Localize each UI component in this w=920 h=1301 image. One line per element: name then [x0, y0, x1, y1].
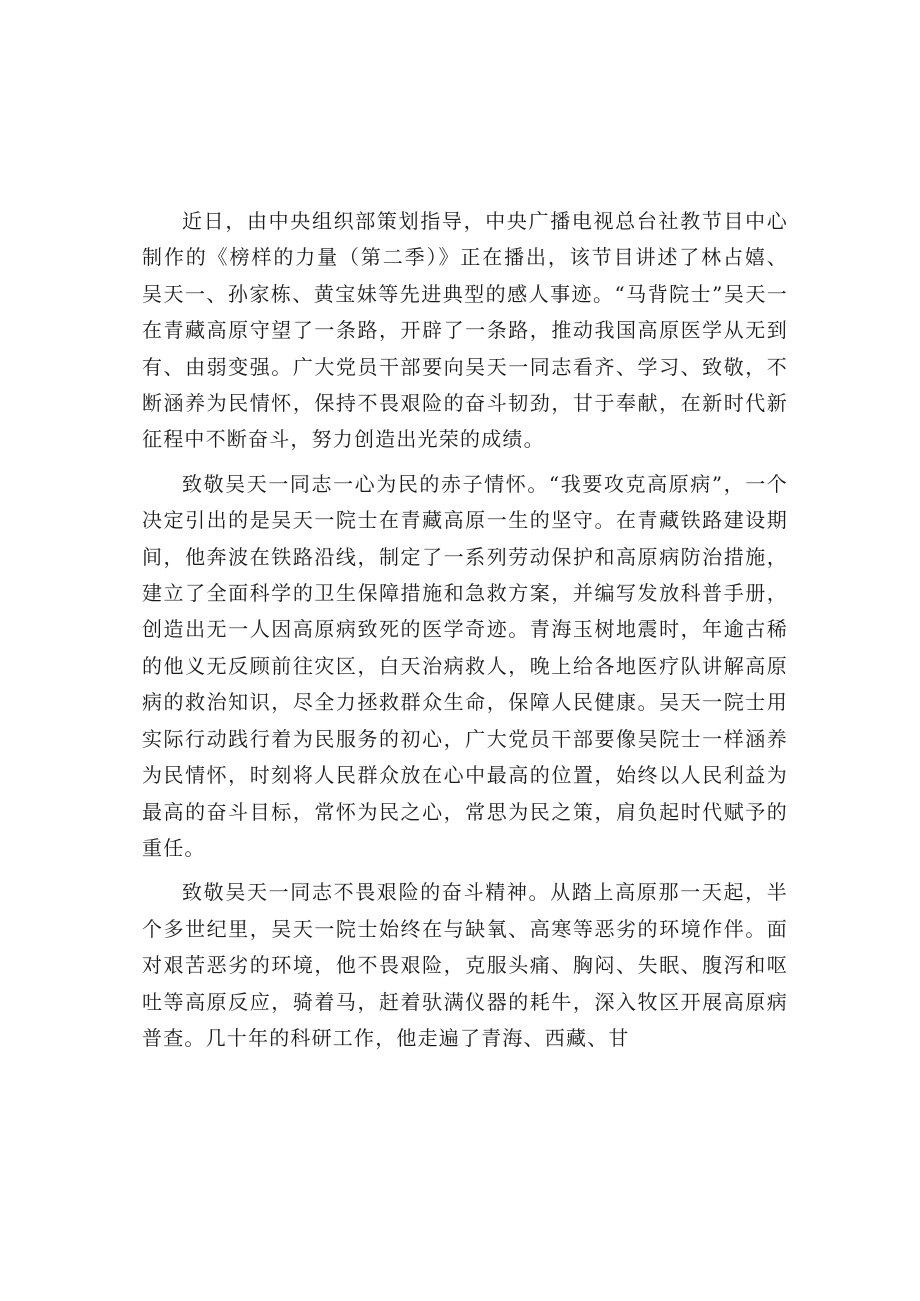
paragraph-intro: 近日，由中央组织部策划指导，中央广播电视总台社教节目中心制作的《榜样的力量（第二季）》正在播出，该节目讲述了林占嬉、吴天一、孙家栋、黄宝妹等先进典型的感人事迹。“马背院士”吴天一在青藏高原守望了一条路，开辟了一条路，推动我国高原医学从无到有、由弱变强。广大党员干部要向吴天一同志看齐、学习、致敬，不断涵养为民情怀，保持不畏艰险的奋斗韧劲，甘于奉献，在新时代新征程中不断奋斗，努力创造出光荣的成绩。 [142, 209, 788, 452]
paragraph-striving-spirit: 致敬吴天一同志不畏艰险的奋斗精神。从踏上高原那一天起，半个多世纪里，吴天一院士始终在与缺氧、高寒等恶劣的环境作伴。面对艰苦恶劣的环境，他不畏艰险，克服头痛、胸闷、失眠、腹泻和呕吐等高原反应，骑着马，赶着驮满仪器的耗牛，深入牧区开展高原病普查。几十年的科研工作，他走遍了青海、西藏、甘 [142, 880, 788, 1050]
paragraph-people-oriented: 致敬吴天一同志一心为民的赤子情怀。“我要攻克高原病”，一个决定引出的是吴天一院士在青藏高原一生的坚守。在青藏铁路建设期间，他奔波在铁路沿线，制定了一系列劳动保护和高原病防治措施，建立了全面科学的卫生保障措施和急救方案，并编写发放科普手册，创造出无一人因高原病致死的医学奇迹。青海玉树地震时，年逾古稀的他义无反顾前往灾区，白天治病救人，晚上给各地医疗队讲解高原病的救治知识，尽全力拯救群众生命，保障人民健康。吴天一院士用实际行动践行着为民服务的初心，广大党员干部要像吴院士一样涵养为民情怀，时刻将人民群众放在心中最高的位置，始终以人民利益为最高的奋斗目标，常怀为民之心，常思为民之策，肩负起时代赋予的重任。 [142, 471, 788, 860]
article-body [142, 203, 788, 1056]
